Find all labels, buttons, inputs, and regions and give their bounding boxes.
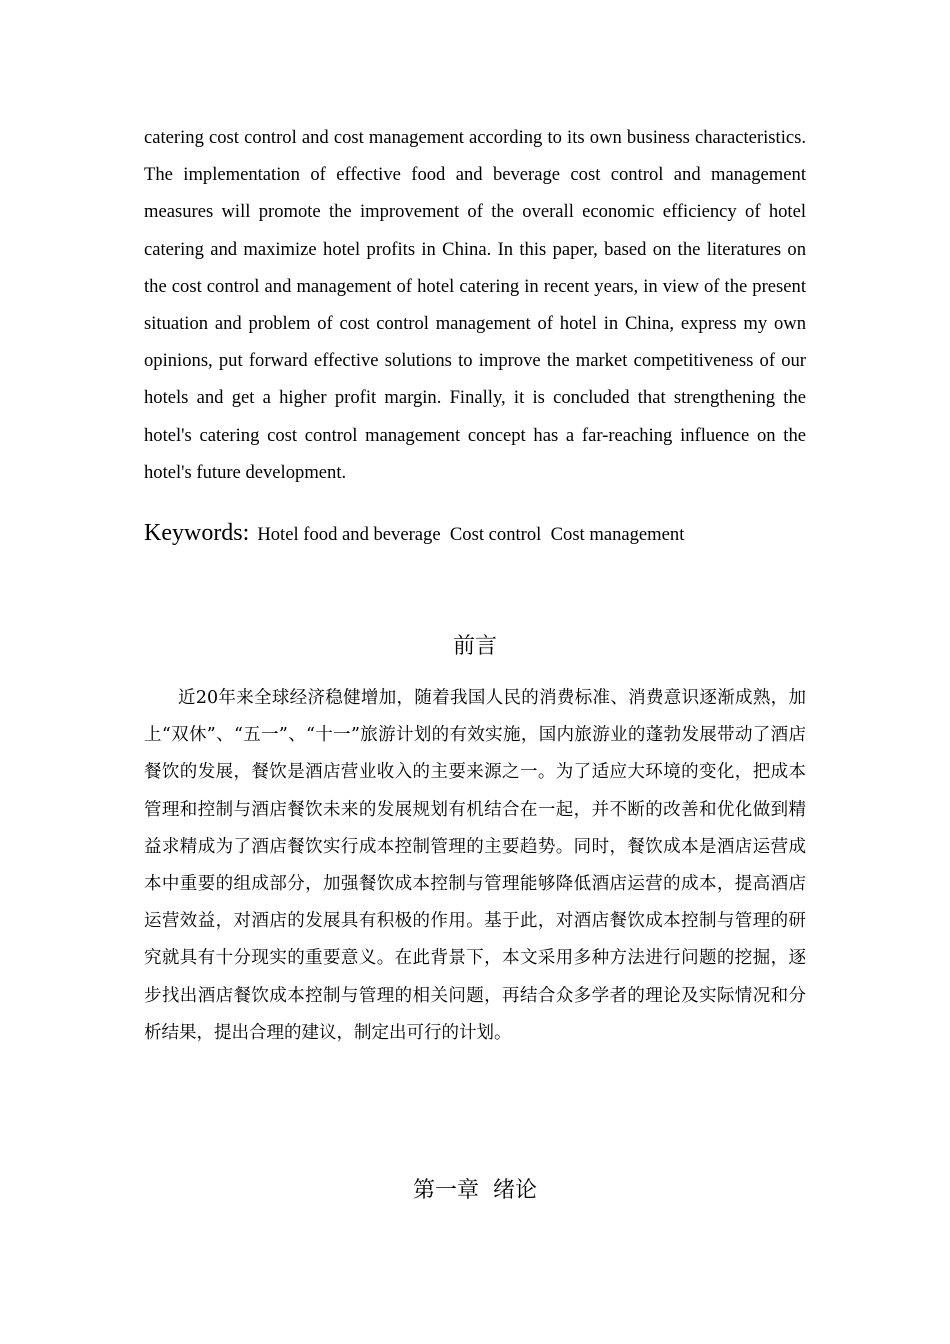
- keywords-value: Hotel food and beverage Cost control Cost management: [257, 524, 685, 545]
- keywords-line: [144, 520, 806, 547]
- english-abstract-paragraph: catering cost control and cost management according to its own business characteristics. The implementation of effective food and beverage cost control and management measures will promote the improvement of the overall economic efficiency of hotel catering and maximize hotel profits in China. In this paper, based on the literatures on the cost control and management of hotel catering in recent years, in view of the present situation and problem of cost control management of hotel in China, express my own opinions, put forward effective solutions to improve the market competitiveness of our hotels and get a higher profit margin. Finally, it is concluded that strengthening the hotel's catering cost control management concept has a far-reaching influence on the hotel's future development.: [144, 127, 806, 483]
- preface-paragraph: 近20年来全球经济稳健增加，随着我国人民的消费标准、消费意识逐渐成熟，加上“双休”、“五一”、“十一”旅游计划的有效实施，国内旅游业的蓬勃发展带动了酒店餐饮的发展，餐饮是酒店营业收入的主要来源之一。为了适应大环境的变化，把成本管理和控制与酒店餐饮未来的发展规划有机结合在一起，并不断的改善和优化做到精益求精成为了酒店餐饮实行成本控制管理的主要趋势。同时，餐饮成本是酒店运营成本中重要的组成部分，加强餐饮成本控制与管理能够降低酒店运营的成本，提高酒店运营效益，对酒店的发展具有积极的作用。基于此，对酒店餐饮成本控制与管理的研究就具有十分现实的重要意义。在此背景下，本文采用多种方法进行问题的挖掘，逐步找出酒店餐饮成本控制与管理的相关问题，再结合众多学者的理论及实际情况和分析结果，提出合理的建议，制定出可行的计划。: [144, 688, 806, 1043]
- keywords-label: Keywords:: [144, 520, 250, 546]
- chapter-title: 第一章 绪论: [413, 1178, 537, 1203]
- preface-title: 前言: [452, 634, 497, 659]
